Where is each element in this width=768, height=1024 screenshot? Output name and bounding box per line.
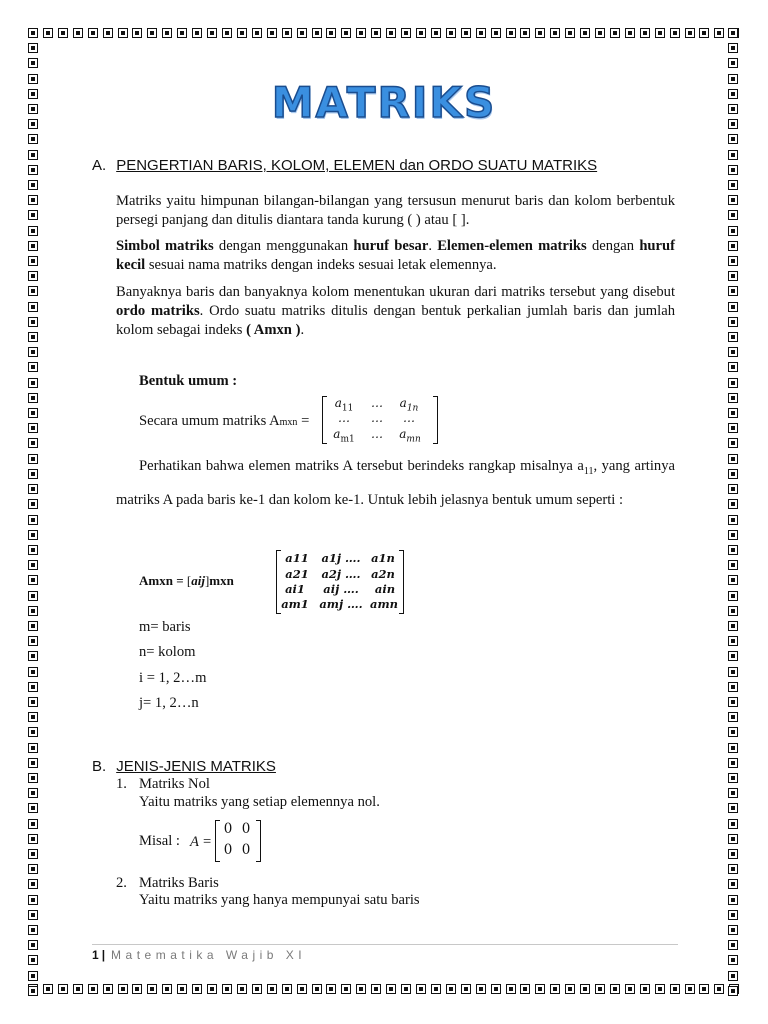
section-a-letter: A. bbox=[92, 157, 107, 174]
paragraph-definition: Matriks yaitu himpunan bilangan-bilangan yang tersusun menurut baris dan kolom berbentuk persegi panjang dan ditulis diantara tanda kurung ( ) atau [ ]. bbox=[116, 193, 675, 228]
matrix-cell: ai1 bbox=[285, 582, 305, 596]
matrix-cell: ain bbox=[374, 582, 396, 596]
paragraph-symbol bbox=[116, 237, 675, 275]
bentuk-umum-label: Bentuk umum : bbox=[139, 373, 238, 389]
p2-text-1: dengan menggunakan bbox=[213, 238, 354, 254]
amxn-suffix: mxn bbox=[209, 573, 234, 588]
footer-separator: | bbox=[101, 948, 106, 962]
p2-text-4: sesuai nama matriks dengan indeks sesuai letak elemennya. bbox=[145, 257, 497, 273]
misal-eq: = bbox=[203, 834, 212, 850]
page-title: MATRIKS bbox=[271, 78, 497, 127]
matrix-cell: a1n bbox=[371, 551, 395, 565]
def-n: n= kolom bbox=[139, 644, 196, 660]
item-1-number: 1. bbox=[116, 776, 127, 792]
matrix-right-bracket bbox=[433, 396, 438, 444]
footer-divider bbox=[92, 944, 678, 945]
misal-label: Misal : bbox=[139, 833, 180, 849]
page-footer bbox=[92, 948, 306, 962]
amxn-left-bracket: [ bbox=[186, 573, 192, 588]
matrix-cell-dots: … bbox=[371, 411, 383, 425]
element-matrix bbox=[276, 550, 404, 614]
p3-text-2: . Ordo suatu matriks ditulis dengan bentuk perkalian jumlah baris dan jumlah kolom sebagai indeks bbox=[116, 303, 675, 338]
matrix-cell-dots: … bbox=[338, 411, 350, 425]
matrix-cell: 0 bbox=[223, 842, 233, 858]
item-2-number: 2. bbox=[116, 875, 127, 891]
paragraph-index-explanation bbox=[116, 452, 675, 514]
item-1-name: Matriks Nol bbox=[139, 776, 210, 792]
def-j: j= 1, 2…n bbox=[139, 695, 199, 711]
matrix-cell-dots: … bbox=[371, 427, 383, 441]
p3-text-1: Banyaknya baris dan banyaknya kolom menentukan ukuran dari matriks tersebut yang disebut bbox=[116, 284, 675, 300]
matrix-cell: amn bbox=[370, 597, 398, 611]
matrix-cell: a21 bbox=[285, 567, 309, 581]
page-number: 1 bbox=[92, 948, 99, 962]
secara-umum-sub: mxn bbox=[279, 417, 298, 428]
item-2-desc: Yaitu matriks yang hanya mempunyai satu baris bbox=[139, 892, 420, 908]
p3-bold-1: ordo matriks bbox=[116, 303, 200, 319]
secara-umum-prefix: Secara umum matriks A bbox=[139, 413, 280, 429]
matrix-cell: 0 bbox=[241, 821, 251, 837]
matrix-cell-dots: … bbox=[403, 411, 415, 425]
def-m: m= baris bbox=[139, 619, 191, 635]
def-i: i = 1, 2…m bbox=[139, 670, 207, 686]
item-1-desc: Yaitu matriks yang setiap elemennya nol. bbox=[139, 794, 380, 810]
p2-bold-3: Elemen-elemen matriks bbox=[437, 238, 587, 254]
matrix-cell: a2n bbox=[371, 567, 395, 581]
item-2-name: Matriks Baris bbox=[139, 875, 219, 891]
matrix-cell: amj …. bbox=[319, 597, 363, 611]
amxn-var: aij bbox=[191, 573, 205, 588]
p4-text-1: Perhatikan bahwa elemen matriks A tersebut berindeks rangkap misalnya a bbox=[139, 458, 584, 474]
misal-var: A bbox=[190, 834, 199, 850]
section-b-heading bbox=[92, 758, 276, 775]
amxn-right-bracket: ] bbox=[204, 573, 210, 588]
amxn-prefix: Amxn = bbox=[139, 573, 187, 588]
p3-text-3: . bbox=[300, 322, 305, 338]
paragraph-ordo bbox=[116, 283, 675, 340]
amxn-notation bbox=[139, 573, 234, 589]
secara-umum-eq: = bbox=[297, 413, 310, 429]
matrix-cell: 0 bbox=[223, 821, 233, 837]
section-b-title: JENIS-JENIS MATRIKS bbox=[116, 758, 276, 775]
p4-sub: 11 bbox=[583, 465, 594, 477]
matrix-cell: a11 bbox=[285, 551, 309, 565]
p3-bold-2: ( Amxn ) bbox=[246, 322, 301, 338]
p2-bold-1: Simbol matriks bbox=[116, 238, 214, 254]
matrix-cell-amn: $a_{mn}$ bbox=[399, 427, 421, 445]
general-matrix bbox=[322, 396, 438, 444]
matrix-cell-am1: $a_{m1}$ bbox=[333, 427, 355, 445]
section-a-heading bbox=[92, 157, 597, 174]
zero-matrix bbox=[215, 820, 261, 862]
matrix-cell: a2j …. bbox=[321, 567, 361, 581]
matrix-cell: aij …. bbox=[323, 582, 359, 596]
p2-bold-4: huruf kecil bbox=[116, 238, 675, 273]
matrix-cell-a11: $a_{11}$ bbox=[334, 396, 354, 414]
p4-text-2: , yang artinya matriks A pada baris ke-1 dan kolom ke-1. Untuk lebih jelasnya bentuk umum seperti : bbox=[116, 458, 675, 508]
matrix-left-bracket bbox=[215, 820, 220, 862]
matrix-cell-a1n: $a_{1n}$ bbox=[399, 396, 419, 414]
section-a-title: PENGERTIAN BARIS, KOLOM, ELEMEN dan ORDO SUATU MATRIKS bbox=[116, 157, 598, 174]
p2-bold-2: huruf besar bbox=[353, 238, 429, 254]
matrix-cell: a1j …. bbox=[321, 551, 361, 565]
section-b-letter: B. bbox=[92, 758, 107, 775]
matrix-left-bracket bbox=[322, 396, 327, 444]
secara-umum-text bbox=[139, 413, 309, 430]
matrix-cell-dots: … bbox=[371, 396, 383, 410]
matrix-cell: am1 bbox=[281, 597, 309, 611]
footer-subject: Matematika Wajib XI bbox=[111, 948, 307, 962]
p2-text-2: . bbox=[428, 238, 438, 254]
matrix-cell: 0 bbox=[241, 842, 251, 858]
matrix-right-bracket bbox=[256, 820, 261, 862]
p2-text-3: dengan bbox=[586, 238, 640, 254]
